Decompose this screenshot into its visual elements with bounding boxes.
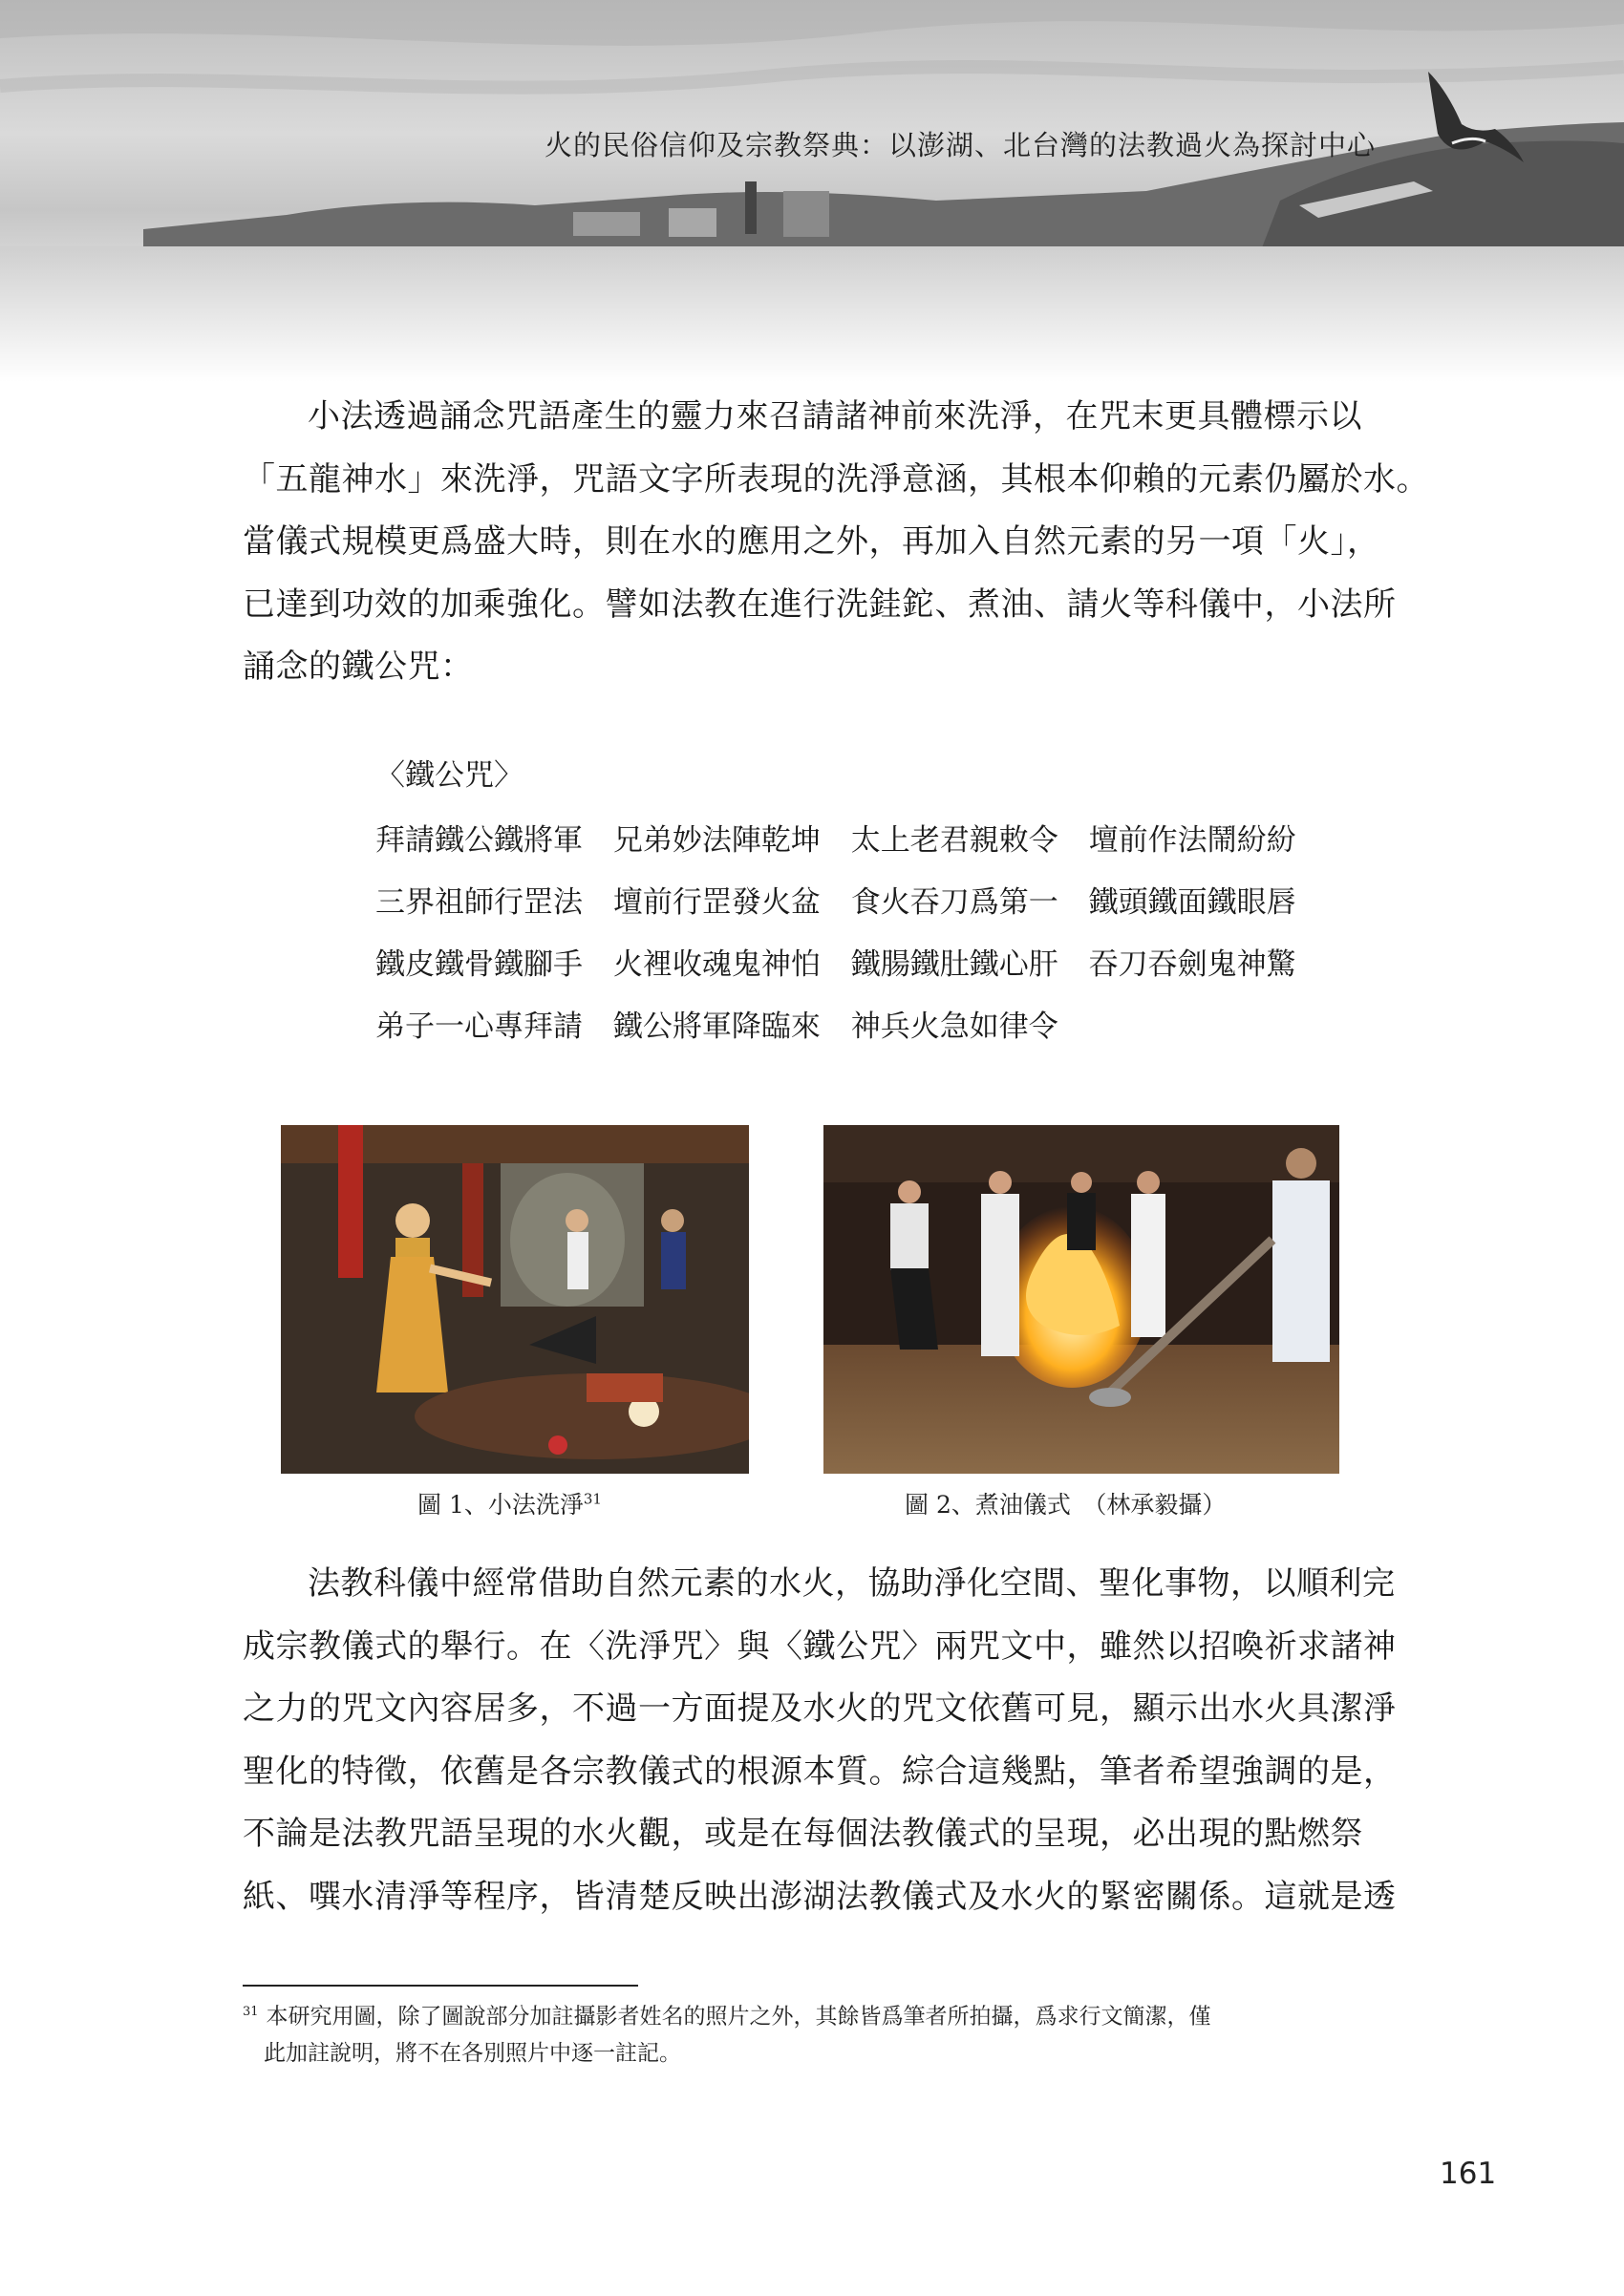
verse-phrase: 食火吞刀爲第一 — [850, 885, 1058, 920]
figure-1-caption — [417, 1486, 602, 1520]
verse-phrase: 鐵公將軍降臨來 — [612, 1010, 821, 1044]
paragraph-line: 已達到功效的加乘強化。譬如法教在進行洗銈鉈、煮油、請火等科儀中，小法所 — [243, 585, 1397, 624]
paragraph-line: 紙、噀水清淨等程序，皆清楚反映出澎湖法教儀式及水火的緊密關係。這就是透 — [243, 1877, 1397, 1916]
figure-2-caption: 圖 2、煮油儀式 （林承毅攝） — [905, 1491, 1227, 1519]
verse-phrase: 吞刀吞劍鬼神驚 — [1088, 947, 1296, 982]
verse-phrase: 三界祖師行罡法 — [375, 885, 583, 920]
verse-line — [375, 996, 1331, 1058]
footnote-line: 此加註說明，將不在各別照片中逐一註記。 — [264, 2040, 681, 2066]
paragraph-line: 「五龍神水」來洗淨，咒語文字所表現的洗淨意涵，其根本仰賴的元素仍屬於水。 — [243, 459, 1429, 499]
verse-title: 〈鐵公咒〉 — [375, 758, 524, 793]
paragraph-line: 之力的咒文內容居多，不過一方面提及水火的咒文依舊可見，顯示出水火具潔淨 — [243, 1690, 1397, 1728]
running-title: 火的民俗信仰及宗教祭典：以澎湖、北台灣的法教過火為探討中心 — [545, 129, 1377, 161]
paragraph-line: 法教科儀中經常借助自然元素的水火，協助淨化空間、聖化事物，以順利完 — [308, 1564, 1396, 1603]
footnote — [243, 1994, 1389, 2072]
paragraph-line: 誦念的鐵公咒： — [243, 648, 474, 686]
verse-phrase: 弟子一心專拜請 — [375, 1010, 583, 1044]
footnote-line — [243, 1994, 1389, 2035]
figure-2-photo — [823, 1125, 1339, 1474]
footnote-ref: 31 — [583, 1490, 602, 1508]
footnote-number: 31 — [243, 2005, 259, 2019]
paragraph-line: 小法透過誦念咒語產生的靈力來召請諸神前來洗淨，在咒末更具體標示以 — [308, 397, 1362, 436]
paragraph-1 — [243, 386, 1429, 699]
verse-line — [375, 810, 1331, 872]
paragraph-line: 當儀式規模更爲盛大時，則在水的應用之外，再加入自然元素的另一項「火」， — [243, 522, 1380, 561]
header-banner — [0, 0, 1624, 382]
verse-phrase: 鐵皮鐵骨鐵腳手 — [375, 947, 583, 982]
verse-phrase: 火裡收魂鬼神怕 — [612, 947, 821, 982]
figure-1-caption-text: 圖 1、小法洗淨 — [417, 1491, 584, 1519]
footnote-text: 本研究用圖，除了圖說部分加註攝影者姓名的照片之外，其餘皆爲筆者所拍攝，爲求行文簡潔，僅 — [266, 2004, 1211, 2030]
verse-phrase: 壇前作法鬧紛紛 — [1088, 823, 1296, 858]
paragraph-2 — [243, 1553, 1397, 1928]
verse-line — [375, 872, 1331, 934]
verse-phrase: 鐵頭鐵面鐵眼唇 — [1088, 885, 1296, 920]
coastal-landscape-image — [0, 0, 1624, 382]
verse-phrase: 壇前行罡發火盆 — [612, 885, 821, 920]
figure-1-photo — [281, 1125, 749, 1474]
page-number: 161 — [1440, 2157, 1497, 2191]
verse-block — [375, 810, 1331, 1058]
verse-phrase: 神兵火急如律令 — [850, 1010, 1058, 1044]
verse-phrase: 太上老君親敕令 — [850, 823, 1058, 858]
paragraph-line: 不論是法教咒語呈現的水火觀，或是在每個法教儀式的呈現，必出現的點燃祭 — [243, 1815, 1363, 1853]
paragraph-line: 成宗教儀式的舉行。在〈洗淨咒〉與〈鐵公咒〉兩咒文中，雖然以招喚祈求諸神 — [243, 1626, 1397, 1666]
verse-phrase: 拜請鐵公鐵將軍 — [375, 823, 583, 858]
paragraph-line: 聖化的特徵，依舊是各宗教儀式的根源本質。綜合這幾點，筆者希望強調的是， — [243, 1752, 1397, 1791]
verse-phrase: 鐵腸鐵肚鐵心肝 — [850, 947, 1058, 982]
footnote-divider — [243, 1985, 638, 1987]
verse-line — [375, 934, 1331, 996]
verse-phrase: 兄弟妙法陣乾坤 — [612, 823, 821, 858]
